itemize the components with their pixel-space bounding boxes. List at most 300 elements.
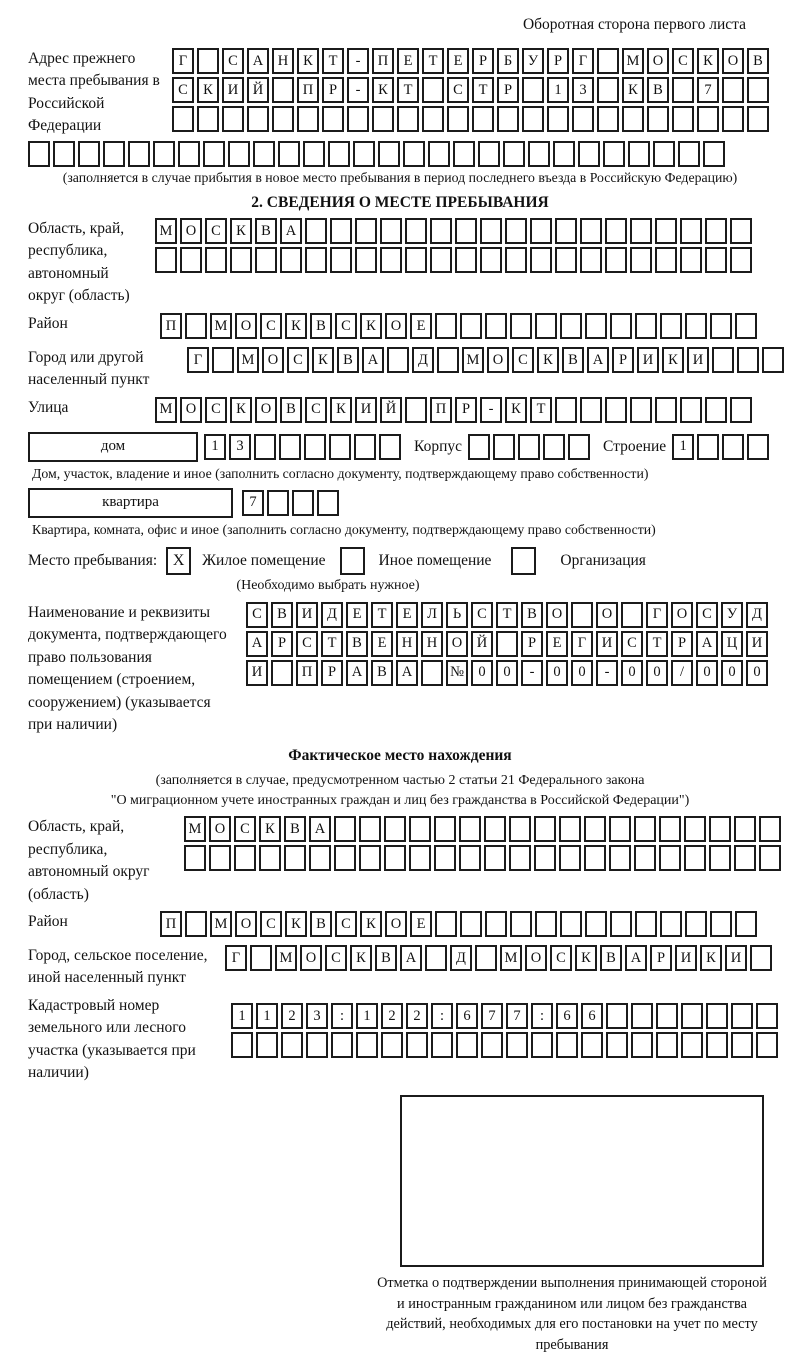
form-cell[interactable]: : xyxy=(531,1003,553,1029)
form-cell[interactable]: 2 xyxy=(281,1003,303,1029)
form-cell[interactable]: И xyxy=(246,660,268,686)
form-cell[interactable] xyxy=(230,247,252,273)
form-cell[interactable] xyxy=(735,313,757,339)
form-cell[interactable]: А xyxy=(625,945,647,971)
form-cell[interactable] xyxy=(681,1032,703,1058)
form-cell[interactable]: Р xyxy=(521,631,543,657)
form-cell[interactable]: М xyxy=(237,347,259,373)
form-cell[interactable] xyxy=(497,106,519,132)
form-cell[interactable] xyxy=(359,816,381,842)
form-cell[interactable] xyxy=(255,247,277,273)
form-cell[interactable]: В xyxy=(284,816,306,842)
form-cell[interactable] xyxy=(421,660,443,686)
form-cell[interactable] xyxy=(628,141,650,167)
form-cell[interactable]: А xyxy=(587,347,609,373)
form-cell[interactable] xyxy=(330,218,352,244)
form-cell[interactable]: М xyxy=(155,397,177,423)
form-cell[interactable]: Г xyxy=(646,602,668,628)
form-cell[interactable] xyxy=(560,911,582,937)
form-cell[interactable]: В xyxy=(310,911,332,937)
form-cell[interactable] xyxy=(267,490,289,516)
form-cell[interactable]: К xyxy=(259,816,281,842)
form-cell[interactable] xyxy=(197,48,219,74)
form-cell[interactable]: Н xyxy=(396,631,418,657)
form-cell[interactable]: В xyxy=(521,602,543,628)
form-cell[interactable]: Ц xyxy=(721,631,743,657)
form-cell[interactable]: С xyxy=(260,911,282,937)
form-cell[interactable] xyxy=(292,490,314,516)
form-cell[interactable] xyxy=(53,141,75,167)
form-cell[interactable]: А xyxy=(246,631,268,657)
form-cell[interactable] xyxy=(560,313,582,339)
form-cell[interactable]: О xyxy=(596,602,618,628)
form-cell[interactable] xyxy=(425,945,447,971)
form-cell[interactable]: Д xyxy=(450,945,472,971)
form-cell[interactable]: О xyxy=(255,397,277,423)
form-cell[interactable]: К xyxy=(197,77,219,103)
form-cell[interactable] xyxy=(684,845,706,871)
form-cell[interactable]: К xyxy=(662,347,684,373)
form-cell[interactable]: Ь xyxy=(446,602,468,628)
form-cell[interactable] xyxy=(309,845,331,871)
form-cell[interactable] xyxy=(606,1003,628,1029)
form-cell[interactable] xyxy=(228,141,250,167)
form-cell[interactable] xyxy=(306,1032,328,1058)
form-cell[interactable]: С xyxy=(335,911,357,937)
form-cell[interactable] xyxy=(222,106,244,132)
form-cell[interactable] xyxy=(735,911,757,937)
form-cell[interactable] xyxy=(712,347,734,373)
form-cell[interactable]: 7 xyxy=(697,77,719,103)
form-cell[interactable]: В xyxy=(371,660,393,686)
form-cell[interactable] xyxy=(722,77,744,103)
form-cell[interactable]: - xyxy=(521,660,543,686)
form-cell[interactable] xyxy=(455,247,477,273)
form-cell[interactable] xyxy=(672,106,694,132)
form-cell[interactable]: И xyxy=(355,397,377,423)
form-cell[interactable] xyxy=(597,106,619,132)
form-cell[interactable] xyxy=(630,247,652,273)
form-cell[interactable] xyxy=(584,845,606,871)
form-cell[interactable]: 0 xyxy=(621,660,643,686)
form-cell[interactable] xyxy=(284,845,306,871)
form-cell[interactable]: Б xyxy=(497,48,519,74)
form-cell[interactable]: К xyxy=(697,48,719,74)
form-cell[interactable]: К xyxy=(312,347,334,373)
residential-checkbox[interactable]: X xyxy=(166,547,191,575)
form-cell[interactable]: П xyxy=(296,660,318,686)
form-cell[interactable] xyxy=(762,347,784,373)
form-cell[interactable] xyxy=(378,141,400,167)
form-cell[interactable] xyxy=(634,816,656,842)
form-cell[interactable] xyxy=(447,106,469,132)
form-cell[interactable] xyxy=(660,313,682,339)
form-cell[interactable]: К xyxy=(537,347,559,373)
form-cell[interactable]: Й xyxy=(380,397,402,423)
form-cell[interactable]: П xyxy=(372,48,394,74)
form-cell[interactable]: С xyxy=(205,397,227,423)
form-cell[interactable] xyxy=(635,911,657,937)
form-cell[interactable]: Г xyxy=(225,945,247,971)
form-cell[interactable] xyxy=(634,845,656,871)
form-cell[interactable] xyxy=(555,218,577,244)
form-cell[interactable] xyxy=(680,397,702,423)
form-cell[interactable]: С xyxy=(205,218,227,244)
form-cell[interactable]: К xyxy=(350,945,372,971)
form-cell[interactable] xyxy=(606,1032,628,1058)
form-cell[interactable]: - xyxy=(596,660,618,686)
form-cell[interactable] xyxy=(678,141,700,167)
form-cell[interactable]: О xyxy=(487,347,509,373)
form-cell[interactable] xyxy=(472,106,494,132)
form-cell[interactable] xyxy=(555,397,577,423)
form-cell[interactable] xyxy=(384,845,406,871)
form-cell[interactable] xyxy=(355,218,377,244)
form-cell[interactable] xyxy=(730,218,752,244)
form-cell[interactable]: Е xyxy=(397,48,419,74)
form-cell[interactable] xyxy=(480,247,502,273)
form-cell[interactable] xyxy=(317,490,339,516)
form-cell[interactable] xyxy=(609,845,631,871)
form-cell[interactable] xyxy=(271,660,293,686)
form-cell[interactable] xyxy=(496,631,518,657)
form-cell[interactable] xyxy=(381,1032,403,1058)
form-cell[interactable]: Д xyxy=(321,602,343,628)
form-cell[interactable]: О xyxy=(671,602,693,628)
form-cell[interactable]: О xyxy=(235,313,257,339)
form-cell[interactable]: С xyxy=(550,945,572,971)
form-cell[interactable] xyxy=(630,218,652,244)
form-cell[interactable] xyxy=(430,247,452,273)
form-cell[interactable]: С xyxy=(335,313,357,339)
form-cell[interactable] xyxy=(747,434,769,460)
form-cell[interactable]: О xyxy=(180,218,202,244)
form-cell[interactable] xyxy=(205,247,227,273)
form-cell[interactable]: В xyxy=(337,347,359,373)
form-cell[interactable] xyxy=(78,141,100,167)
form-cell[interactable]: А xyxy=(309,816,331,842)
form-cell[interactable] xyxy=(428,141,450,167)
form-cell[interactable]: Д xyxy=(746,602,768,628)
form-cell[interactable]: М xyxy=(210,313,232,339)
form-cell[interactable]: О xyxy=(647,48,669,74)
form-cell[interactable] xyxy=(484,845,506,871)
form-cell[interactable]: М xyxy=(184,816,206,842)
form-cell[interactable] xyxy=(372,106,394,132)
form-cell[interactable]: С xyxy=(222,48,244,74)
form-cell[interactable]: О xyxy=(262,347,284,373)
form-cell[interactable]: Р xyxy=(650,945,672,971)
form-cell[interactable] xyxy=(153,141,175,167)
form-cell[interactable] xyxy=(709,816,731,842)
form-cell[interactable] xyxy=(505,247,527,273)
form-cell[interactable]: К xyxy=(505,397,527,423)
form-cell[interactable] xyxy=(185,911,207,937)
form-cell[interactable] xyxy=(437,347,459,373)
form-cell[interactable] xyxy=(750,945,772,971)
form-cell[interactable]: И xyxy=(296,602,318,628)
form-cell[interactable]: О xyxy=(300,945,322,971)
form-cell[interactable] xyxy=(431,1032,453,1058)
form-cell[interactable] xyxy=(681,1003,703,1029)
form-cell[interactable] xyxy=(580,397,602,423)
form-cell[interactable] xyxy=(555,247,577,273)
form-cell[interactable] xyxy=(434,816,456,842)
form-cell[interactable]: Р xyxy=(612,347,634,373)
form-cell[interactable] xyxy=(460,911,482,937)
form-cell[interactable]: 3 xyxy=(229,434,251,460)
form-cell[interactable] xyxy=(430,218,452,244)
form-cell[interactable] xyxy=(605,397,627,423)
form-cell[interactable]: № xyxy=(446,660,468,686)
form-cell[interactable]: 0 xyxy=(696,660,718,686)
form-cell[interactable] xyxy=(747,106,769,132)
form-cell[interactable] xyxy=(456,1032,478,1058)
form-cell[interactable] xyxy=(722,106,744,132)
form-cell[interactable]: С xyxy=(621,631,643,657)
form-cell[interactable] xyxy=(706,1032,728,1058)
form-cell[interactable] xyxy=(484,816,506,842)
form-cell[interactable]: А xyxy=(696,631,718,657)
form-cell[interactable]: : xyxy=(331,1003,353,1029)
form-cell[interactable]: 1 xyxy=(356,1003,378,1029)
form-cell[interactable]: В xyxy=(375,945,397,971)
form-cell[interactable] xyxy=(509,845,531,871)
form-cell[interactable] xyxy=(209,845,231,871)
form-cell[interactable] xyxy=(172,106,194,132)
form-cell[interactable]: И xyxy=(746,631,768,657)
form-cell[interactable]: П xyxy=(297,77,319,103)
form-cell[interactable]: С xyxy=(172,77,194,103)
organization-checkbox[interactable] xyxy=(511,547,536,575)
form-cell[interactable] xyxy=(305,247,327,273)
form-cell[interactable]: В xyxy=(346,631,368,657)
form-cell[interactable]: Е xyxy=(346,602,368,628)
form-cell[interactable]: Т xyxy=(322,48,344,74)
form-cell[interactable] xyxy=(580,247,602,273)
form-cell[interactable]: О xyxy=(209,816,231,842)
form-cell[interactable]: - xyxy=(347,48,369,74)
form-cell[interactable] xyxy=(631,1032,653,1058)
form-cell[interactable]: В xyxy=(255,218,277,244)
form-cell[interactable]: Г xyxy=(187,347,209,373)
form-cell[interactable] xyxy=(409,845,431,871)
form-cell[interactable]: В xyxy=(647,77,669,103)
form-cell[interactable]: К xyxy=(575,945,597,971)
form-cell[interactable] xyxy=(656,1032,678,1058)
form-cell[interactable]: 7 xyxy=(481,1003,503,1029)
form-cell[interactable] xyxy=(572,106,594,132)
form-cell[interactable] xyxy=(281,1032,303,1058)
form-cell[interactable] xyxy=(409,816,431,842)
form-cell[interactable] xyxy=(303,141,325,167)
form-cell[interactable] xyxy=(250,945,272,971)
other-premises-checkbox[interactable] xyxy=(340,547,365,575)
form-cell[interactable] xyxy=(28,141,50,167)
form-cell[interactable] xyxy=(635,313,657,339)
form-cell[interactable] xyxy=(280,247,302,273)
form-cell[interactable]: И xyxy=(222,77,244,103)
form-cell[interactable] xyxy=(759,816,781,842)
form-cell[interactable] xyxy=(231,1032,253,1058)
form-cell[interactable] xyxy=(234,845,256,871)
form-cell[interactable]: С xyxy=(672,48,694,74)
form-cell[interactable] xyxy=(610,313,632,339)
form-cell[interactable] xyxy=(737,347,759,373)
form-cell[interactable]: О xyxy=(180,397,202,423)
form-cell[interactable]: 0 xyxy=(471,660,493,686)
form-cell[interactable]: 1 xyxy=(547,77,569,103)
form-cell[interactable] xyxy=(568,434,590,460)
form-cell[interactable]: И xyxy=(596,631,618,657)
form-cell[interactable] xyxy=(334,816,356,842)
form-cell[interactable]: Г xyxy=(172,48,194,74)
form-cell[interactable]: - xyxy=(480,397,502,423)
form-cell[interactable]: С xyxy=(512,347,534,373)
form-cell[interactable] xyxy=(380,218,402,244)
form-cell[interactable] xyxy=(459,816,481,842)
form-cell[interactable] xyxy=(422,77,444,103)
form-cell[interactable]: И xyxy=(675,945,697,971)
form-cell[interactable]: М xyxy=(500,945,522,971)
form-cell[interactable] xyxy=(730,397,752,423)
form-cell[interactable] xyxy=(685,911,707,937)
form-cell[interactable]: Т xyxy=(646,631,668,657)
form-cell[interactable] xyxy=(278,141,300,167)
form-cell[interactable] xyxy=(660,911,682,937)
form-cell[interactable] xyxy=(455,218,477,244)
form-cell[interactable] xyxy=(684,816,706,842)
form-cell[interactable]: У xyxy=(721,602,743,628)
form-cell[interactable]: Й xyxy=(247,77,269,103)
form-cell[interactable]: С xyxy=(287,347,309,373)
form-cell[interactable] xyxy=(680,218,702,244)
form-cell[interactable]: О xyxy=(525,945,547,971)
form-cell[interactable]: К xyxy=(285,313,307,339)
form-cell[interactable] xyxy=(709,845,731,871)
form-cell[interactable]: 0 xyxy=(546,660,568,686)
form-cell[interactable] xyxy=(435,313,457,339)
form-cell[interactable] xyxy=(697,106,719,132)
form-cell[interactable] xyxy=(543,434,565,460)
form-cell[interactable] xyxy=(559,845,581,871)
form-cell[interactable] xyxy=(272,77,294,103)
form-cell[interactable] xyxy=(103,141,125,167)
form-cell[interactable] xyxy=(653,141,675,167)
form-cell[interactable]: Е xyxy=(546,631,568,657)
form-cell[interactable] xyxy=(647,106,669,132)
form-cell[interactable]: 3 xyxy=(306,1003,328,1029)
form-cell[interactable]: Н xyxy=(421,631,443,657)
form-cell[interactable]: 3 xyxy=(572,77,594,103)
form-cell[interactable]: А xyxy=(362,347,384,373)
form-cell[interactable]: М xyxy=(622,48,644,74)
form-cell[interactable] xyxy=(705,218,727,244)
form-cell[interactable] xyxy=(621,602,643,628)
form-cell[interactable]: А xyxy=(346,660,368,686)
form-cell[interactable]: Р xyxy=(321,660,343,686)
form-cell[interactable] xyxy=(747,77,769,103)
form-cell[interactable] xyxy=(656,1003,678,1029)
form-cell[interactable] xyxy=(478,141,500,167)
form-cell[interactable]: С xyxy=(246,602,268,628)
form-cell[interactable]: В xyxy=(280,397,302,423)
form-cell[interactable]: Е xyxy=(371,631,393,657)
form-cell[interactable]: С xyxy=(234,816,256,842)
form-cell[interactable]: К xyxy=(230,218,252,244)
form-cell[interactable] xyxy=(710,911,732,937)
form-cell[interactable] xyxy=(481,1032,503,1058)
form-cell[interactable] xyxy=(659,845,681,871)
form-cell[interactable]: В xyxy=(562,347,584,373)
form-cell[interactable]: М xyxy=(462,347,484,373)
form-cell[interactable]: С xyxy=(305,397,327,423)
form-cell[interactable] xyxy=(531,1032,553,1058)
form-cell[interactable] xyxy=(610,911,632,937)
form-cell[interactable]: 7 xyxy=(242,490,264,516)
form-cell[interactable] xyxy=(356,1032,378,1058)
form-cell[interactable]: 2 xyxy=(381,1003,403,1029)
form-cell[interactable] xyxy=(212,347,234,373)
form-cell[interactable]: 1 xyxy=(231,1003,253,1029)
form-cell[interactable]: Н xyxy=(272,48,294,74)
form-cell[interactable] xyxy=(597,48,619,74)
form-cell[interactable]: Е xyxy=(396,602,418,628)
form-cell[interactable]: Т xyxy=(397,77,419,103)
form-cell[interactable] xyxy=(509,816,531,842)
form-cell[interactable]: 6 xyxy=(556,1003,578,1029)
form-cell[interactable] xyxy=(547,106,569,132)
form-cell[interactable] xyxy=(710,313,732,339)
form-cell[interactable] xyxy=(534,845,556,871)
form-cell[interactable] xyxy=(422,106,444,132)
form-cell[interactable]: А xyxy=(396,660,418,686)
form-cell[interactable]: 0 xyxy=(646,660,668,686)
form-cell[interactable] xyxy=(506,1032,528,1058)
form-cell[interactable] xyxy=(379,434,401,460)
form-cell[interactable]: К xyxy=(372,77,394,103)
form-cell[interactable] xyxy=(247,106,269,132)
form-cell[interactable]: В xyxy=(310,313,332,339)
form-cell[interactable] xyxy=(485,911,507,937)
form-cell[interactable]: Л xyxy=(421,602,443,628)
form-cell[interactable]: 0 xyxy=(571,660,593,686)
form-cell[interactable]: 1 xyxy=(256,1003,278,1029)
form-cell[interactable] xyxy=(128,141,150,167)
form-cell[interactable] xyxy=(256,1032,278,1058)
form-cell[interactable]: 0 xyxy=(721,660,743,686)
form-cell[interactable] xyxy=(630,397,652,423)
form-cell[interactable]: И xyxy=(725,945,747,971)
form-cell[interactable]: / xyxy=(671,660,693,686)
form-cell[interactable] xyxy=(405,397,427,423)
form-cell[interactable] xyxy=(493,434,515,460)
form-cell[interactable] xyxy=(355,247,377,273)
form-cell[interactable]: Г xyxy=(572,48,594,74)
form-cell[interactable] xyxy=(304,434,326,460)
form-cell[interactable] xyxy=(534,816,556,842)
form-cell[interactable]: К xyxy=(297,48,319,74)
form-cell[interactable]: О xyxy=(385,313,407,339)
form-cell[interactable] xyxy=(530,218,552,244)
form-cell[interactable]: В xyxy=(600,945,622,971)
form-cell[interactable] xyxy=(322,106,344,132)
form-cell[interactable]: И xyxy=(687,347,709,373)
form-cell[interactable] xyxy=(434,845,456,871)
form-cell[interactable] xyxy=(605,247,627,273)
form-cell[interactable]: У xyxy=(522,48,544,74)
form-cell[interactable] xyxy=(397,106,419,132)
